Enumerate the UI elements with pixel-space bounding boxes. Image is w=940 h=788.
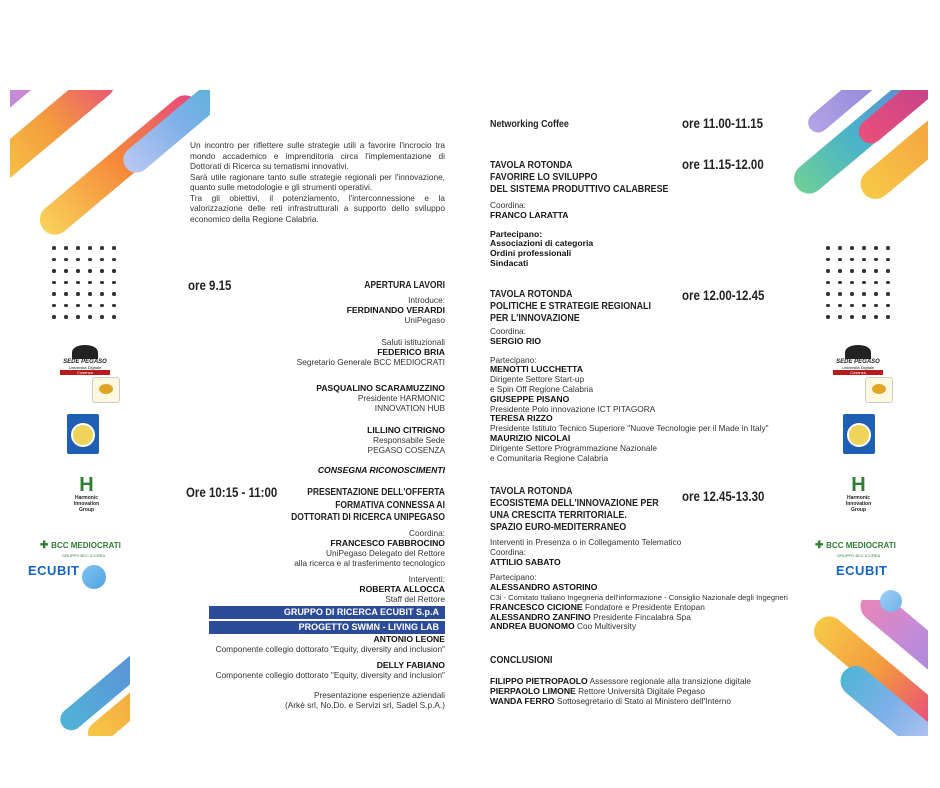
session2-block: Coordina: FRANCESCO FABBROCINO UniPegaso Delegato del Rettore alla ricerca e al trasferimento tecnologico Interventi: ROBERTA ALLOCCA Staff del Rettore bbox=[294, 528, 445, 604]
networking-coffee: Networking Coffee bbox=[490, 118, 569, 130]
ecubit-logo: ECUBIT bbox=[28, 563, 80, 578]
ecubit-banner-1: GRUPPO DI RICERCA ECUBIT S.p.A bbox=[209, 606, 445, 619]
dot-grid-right bbox=[826, 246, 898, 327]
decor-stripes-left-top bbox=[10, 90, 210, 240]
intro-paragraph-1: Un incontro per riflettere sulle strategie utili a favorire l'incrocio tra mondo accademico e imprenditoria circa l'implementazione di Dottorati di Ricerca su tematismi innovativi. bbox=[190, 140, 445, 171]
session2-time: Ore 10:15 - 11:00 bbox=[186, 484, 278, 500]
pegaso-logo-right: SEDE PEGASO Università Digitale Cosenza bbox=[833, 345, 883, 375]
table1-title: TAVOLA ROTONDA FAVORIRE LO SVILUPPO DEL SISTEMA PRODUTTIVO CALABRESE bbox=[490, 159, 669, 195]
table3-title: TAVOLA ROTONDA ECOSISTEMA DELL'INNOVAZIONE PER UNA CRESCITA TERRITORIALE. SPAZIO EURO-MEDITERRANEO bbox=[490, 485, 659, 533]
bcc-mediocrati-logo: ✚ BCC MEDIOCRATI GRUPPO BCC ICCREA bbox=[40, 540, 121, 558]
intro-text bbox=[190, 140, 445, 224]
session2-block-2: ANTONIO LEONE Componente collegio dottorato "Equity, diversity and inclusion" DELLY FABIANO Componente collegio dottorato "Equity, diversity and inclusion" Presentazione esperienze aziendali (Arkè srl, No.Do. e Servizi srl, Sadel S.p.A.) bbox=[215, 634, 445, 710]
session1-block: Introduce: FERDINANDO VERARDI UniPegaso Saluti istituzionali FEDERICO BRIA Segretario Generale BCC MEDIOCRATI bbox=[296, 295, 445, 367]
decor-circle-right bbox=[880, 590, 902, 612]
table2-time: ore 12.00-12.45 bbox=[682, 287, 765, 303]
scaramuzzino-block: PASQUALINO SCARAMUZZINO Presidente HARMONIC INNOVATION HUB LILLINO CITRIGNO Responsabile Sede PEGASO COSENZA CONSEGNA RICONOSCIMENTI bbox=[316, 383, 445, 475]
session2-title: PRESENTAZIONE DELL'OFFERTA FORMATIVA CONNESSA AI DOTTORATI DI RICERCA UNIPEGASO bbox=[291, 487, 445, 523]
pegaso-gold-badge bbox=[92, 377, 120, 403]
harmonic-logo: H Harmonic Innovation Group bbox=[73, 474, 100, 513]
decor-stripes-left-bottom bbox=[10, 640, 130, 736]
pegaso-logo: SEDE PEGASO Università Digitale Cosenza bbox=[60, 345, 110, 375]
pegaso-gold-badge-right bbox=[865, 377, 893, 403]
table2-details: Coordina: SERGIO RIO Partecipano: MENOTTI LUCCHETTA Dirigente Settore Start-up e Spin Off Regione Calabria GIUSEPPE PISANO Presidente Polo innovazione ICT PITAGORA TERESA RIZZO Presidente Istituto Tecnico Superiore "Nuove Tecnologie per il Made in Italy" MAURIZIO NICOLAI Dirigente Settore Programmazione Nazionale e Comunitaria Regione Calabria bbox=[490, 326, 769, 463]
table2-title: TAVOLA ROTONDA POLITICHE E STRATEGIE REGIONALI PER L'INNOVAZIONE bbox=[490, 288, 651, 324]
table1-time: ore 11.15-12.00 bbox=[682, 156, 764, 172]
dot-grid-left bbox=[52, 246, 124, 327]
decor-circle-left bbox=[82, 565, 106, 589]
session1-title: APERTURA LAVORI bbox=[364, 280, 445, 291]
table1-details: Coordina: FRANCO LARATTA Partecipano: Associazioni di categoria Ordini professionali Sindacati bbox=[490, 200, 594, 268]
decor-stripes-right-top bbox=[780, 90, 928, 200]
table3-time: ore 12.45-13.30 bbox=[682, 488, 765, 504]
ecubit-logo-right: ECUBIT bbox=[836, 563, 888, 578]
intro-paragraph-3: Tra gli obiettivi, il potenziamento, l'interconnessione e la valorizzazione delle reti infrastrutturali a supporto dello sviluppo economico della Regione Calabria. bbox=[190, 192, 445, 224]
table3-details: Interventi in Presenza o in Collegamento Telematico Coordina: ATTILIO SABATO Partecipano: ALESSANDRO ASTORINO C3i - Comitato Italiano Ingegneria dell'informazione - Consiglio Nazionale degli Ingegneri FRANCESCO CICIONE Fondatore e Presidente Entopan ALESSANDRO ZANFINO Presidente Fincalabra Spa ANDREA BUONOMO Coo Multiversity bbox=[490, 537, 788, 632]
intro-paragraph-2: Sarà utile ragionare tanto sulle strategie regionali per l'innovazione, quanto sulle metodologie e gli strumenti operativi. bbox=[190, 171, 445, 192]
bcc-mediocrati-logo-right: ✚ BCC MEDIOCRATI GRUPPO BCC ICCREA bbox=[815, 540, 896, 558]
coffee-time: ore 11.00-11.15 bbox=[682, 115, 764, 131]
ecubit-banner-2: PROGETTO SWMN - LIVING LAB bbox=[209, 621, 445, 634]
regione-calabria-logo bbox=[67, 414, 99, 454]
harmonic-logo-right: H Harmonic Innovation Group bbox=[845, 474, 872, 513]
session1-time: ore 9.15 bbox=[188, 277, 232, 293]
conclusioni-title: CONCLUSIONI bbox=[490, 654, 553, 666]
conclusioni-details: FILIPPO PIETROPAOLO Assessore regionale alla transizione digitale PIERPAOLO LIMONE Rettore Università Digitale Pegaso WANDA FERRO Sottosegretario di Stato al Ministero dell'Interno bbox=[490, 676, 752, 706]
